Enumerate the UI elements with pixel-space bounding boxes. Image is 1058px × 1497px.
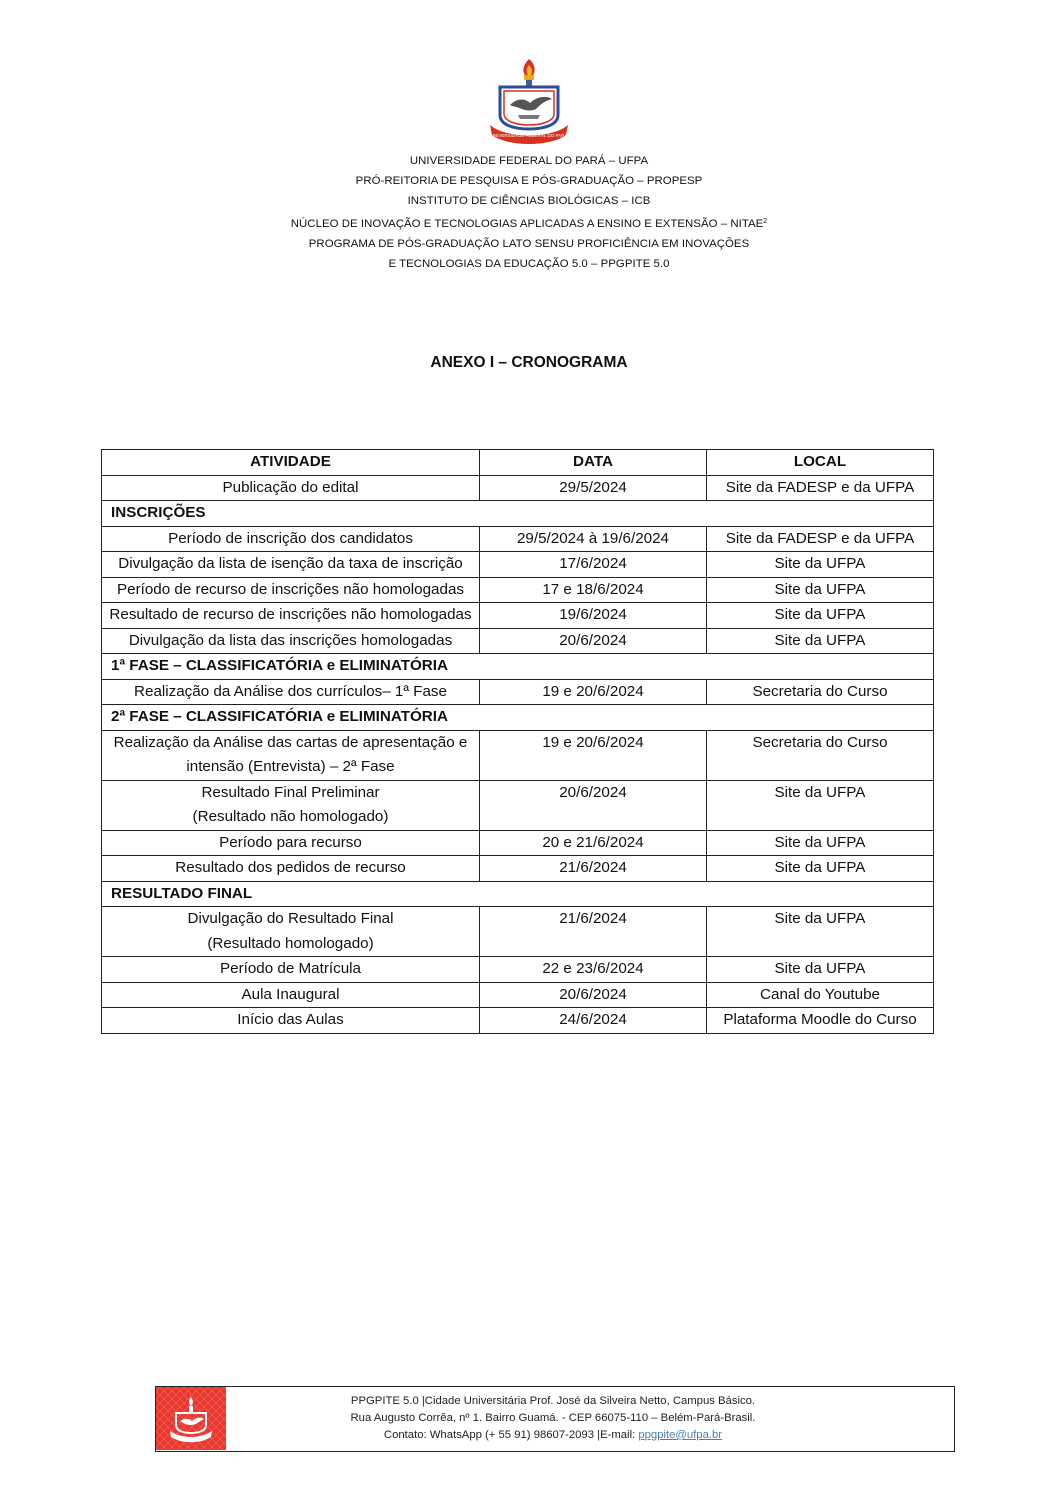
table-row bbox=[102, 982, 934, 1008]
section-label: RESULTADO FINAL bbox=[102, 881, 934, 907]
table-row bbox=[102, 679, 934, 705]
section-row bbox=[102, 501, 934, 527]
header-line: PRÓ-REITORIA DE PESQUISA E PÓS-GRADUAÇÃO – PROPESP bbox=[355, 175, 703, 188]
cell-data: 20/6/2024 bbox=[480, 780, 707, 830]
cell-local: Secretaria do Curso bbox=[707, 730, 934, 780]
column-header-local: LOCAL bbox=[707, 450, 934, 476]
table-header-row bbox=[102, 450, 934, 476]
schedule-table bbox=[101, 449, 934, 1034]
page-footer bbox=[155, 1386, 955, 1452]
section-row bbox=[102, 654, 934, 680]
header-line: PROGRAMA DE PÓS-GRADUAÇÃO LATO SENSU PROFICIÊNCIA EM INOVAÇÕES bbox=[308, 237, 750, 250]
cell-atividade: Resultado Final Preliminar (Resultado não homologado) bbox=[102, 780, 480, 830]
column-header-data: DATA bbox=[480, 450, 707, 476]
cell-local: Site da UFPA bbox=[707, 830, 934, 856]
cell-atividade: Resultado de recurso de inscrições não homologadas bbox=[102, 603, 480, 629]
cell-atividade: Divulgação da lista das inscrições homologadas bbox=[102, 628, 480, 654]
section-label: 1ª FASE – CLASSIFICATÓRIA e ELIMINATÓRIA bbox=[102, 654, 934, 680]
table-row bbox=[102, 526, 934, 552]
email-link[interactable]: ppgpite@ufpa.br bbox=[638, 1429, 723, 1441]
footer-contact bbox=[228, 1393, 878, 1444]
cell-local: Site da UFPA bbox=[707, 603, 934, 629]
cell-atividade: Período de recurso de inscrições não homologadas bbox=[102, 577, 480, 603]
cell-atividade: Realização da Análise das cartas de apresentação e intensão (Entrevista) – 2ª Fase bbox=[102, 730, 480, 780]
cell-local: Site da FADESP e da UFPA bbox=[707, 475, 934, 501]
cell-atividade: Período de inscrição dos candidatos bbox=[102, 526, 480, 552]
table-row bbox=[102, 552, 934, 578]
cell-atividade: Resultado dos pedidos de recurso bbox=[102, 856, 480, 882]
cell-local: Site da FADESP e da UFPA bbox=[707, 526, 934, 552]
footer-logo bbox=[156, 1387, 226, 1450]
section-row bbox=[102, 881, 934, 907]
cell-data: 22 e 23/6/2024 bbox=[480, 957, 707, 983]
cell-data: 29/5/2024 bbox=[480, 475, 707, 501]
table-row bbox=[102, 907, 934, 957]
section-label: INSCRIÇÕES bbox=[102, 501, 934, 527]
cell-local: Site da UFPA bbox=[707, 628, 934, 654]
cell-local: Site da UFPA bbox=[707, 957, 934, 983]
cell-atividade: Início das Aulas bbox=[102, 1008, 480, 1034]
table-row bbox=[102, 603, 934, 629]
section-label: 2ª FASE – CLASSIFICATÓRIA e ELIMINATÓRIA bbox=[102, 705, 934, 731]
cell-atividade: Período para recurso bbox=[102, 830, 480, 856]
cell-data: 19 e 20/6/2024 bbox=[480, 730, 707, 780]
cell-local: Site da UFPA bbox=[707, 856, 934, 882]
institution-header bbox=[0, 151, 1058, 274]
logo-ribbon-text: UNIVERSIDADE FEDERAL DO PARÁ bbox=[490, 133, 568, 138]
footer-address-line: PPGPITE 5.0 |Cidade Universitária Prof. José da Silveira Netto, Campus Básico. bbox=[350, 1395, 756, 1407]
cell-local: Site da UFPA bbox=[707, 577, 934, 603]
table-row bbox=[102, 628, 934, 654]
table-row bbox=[102, 856, 934, 882]
header-line: E TECNOLOGIAS DA EDUCAÇÃO 5.0 – PPGPITE 5.0 bbox=[388, 258, 670, 271]
table-row bbox=[102, 780, 934, 830]
cell-data: 24/6/2024 bbox=[480, 1008, 707, 1034]
table-row bbox=[102, 957, 934, 983]
superscript: 2 bbox=[763, 217, 768, 225]
cell-atividade: Realização da Análise dos currículos– 1ª Fase bbox=[102, 679, 480, 705]
table-row bbox=[102, 577, 934, 603]
footer-address-line: Rua Augusto Corrêa, nº 1. Bairro Guamá. - CEP 66075-110 – Belém-Pará-Brasil. bbox=[350, 1412, 756, 1424]
cell-local: Site da UFPA bbox=[707, 552, 934, 578]
cell-atividade: Período de Matrícula bbox=[102, 957, 480, 983]
cell-atividade: Divulgação do Resultado Final (Resultado homologado) bbox=[102, 907, 480, 957]
header-line: NÚCLEO DE INOVAÇÃO E TECNOLOGIAS APLICADAS A ENSINO E EXTENSÃO – NITAE$^2$ bbox=[290, 217, 768, 230]
cell-data: 21/6/2024 bbox=[480, 907, 707, 957]
cell-data: 19 e 20/6/2024 bbox=[480, 679, 707, 705]
cell-data: 20/6/2024 bbox=[480, 628, 707, 654]
header-line: INSTITUTO DE CIÊNCIAS BIOLÓGICAS – ICB bbox=[407, 195, 651, 208]
table-row bbox=[102, 730, 934, 780]
cell-atividade: Divulgação da lista de isenção da taxa de inscrição bbox=[102, 552, 480, 578]
cell-atividade: Publicação do edital bbox=[102, 475, 480, 501]
cell-data: 29/5/2024 à 19/6/2024 bbox=[480, 526, 707, 552]
cell-data: 19/6/2024 bbox=[480, 603, 707, 629]
cell-data: 20 e 21/6/2024 bbox=[480, 830, 707, 856]
table-row bbox=[102, 1008, 934, 1034]
table-row bbox=[102, 830, 934, 856]
cell-data: 17 e 18/6/2024 bbox=[480, 577, 707, 603]
section-row bbox=[102, 705, 934, 731]
cell-local: Site da UFPA bbox=[707, 780, 934, 830]
ufpa-logo bbox=[486, 55, 572, 147]
cell-local: Plataforma Moodle do Curso bbox=[707, 1008, 934, 1034]
page-title: ANEXO I – CRONOGRAMA bbox=[430, 354, 628, 371]
header-line: UNIVERSIDADE FEDERAL DO PARÁ – UFPA bbox=[409, 155, 649, 167]
cell-data: 20/6/2024 bbox=[480, 982, 707, 1008]
cell-local: Site da UFPA bbox=[707, 907, 934, 957]
footer-contact-line: Contato: WhatsApp (+ 55 91) 98607-2093 |E-mail: ppgpite@ufpa.br bbox=[383, 1429, 723, 1441]
cell-data: 21/6/2024 bbox=[480, 856, 707, 882]
cell-local: Canal do Youtube bbox=[707, 982, 934, 1008]
column-header-atividade: ATIVIDADE bbox=[102, 450, 480, 476]
table-row bbox=[102, 475, 934, 501]
cell-local: Secretaria do Curso bbox=[707, 679, 934, 705]
cell-data: 17/6/2024 bbox=[480, 552, 707, 578]
cell-atividade: Aula Inaugural bbox=[102, 982, 480, 1008]
